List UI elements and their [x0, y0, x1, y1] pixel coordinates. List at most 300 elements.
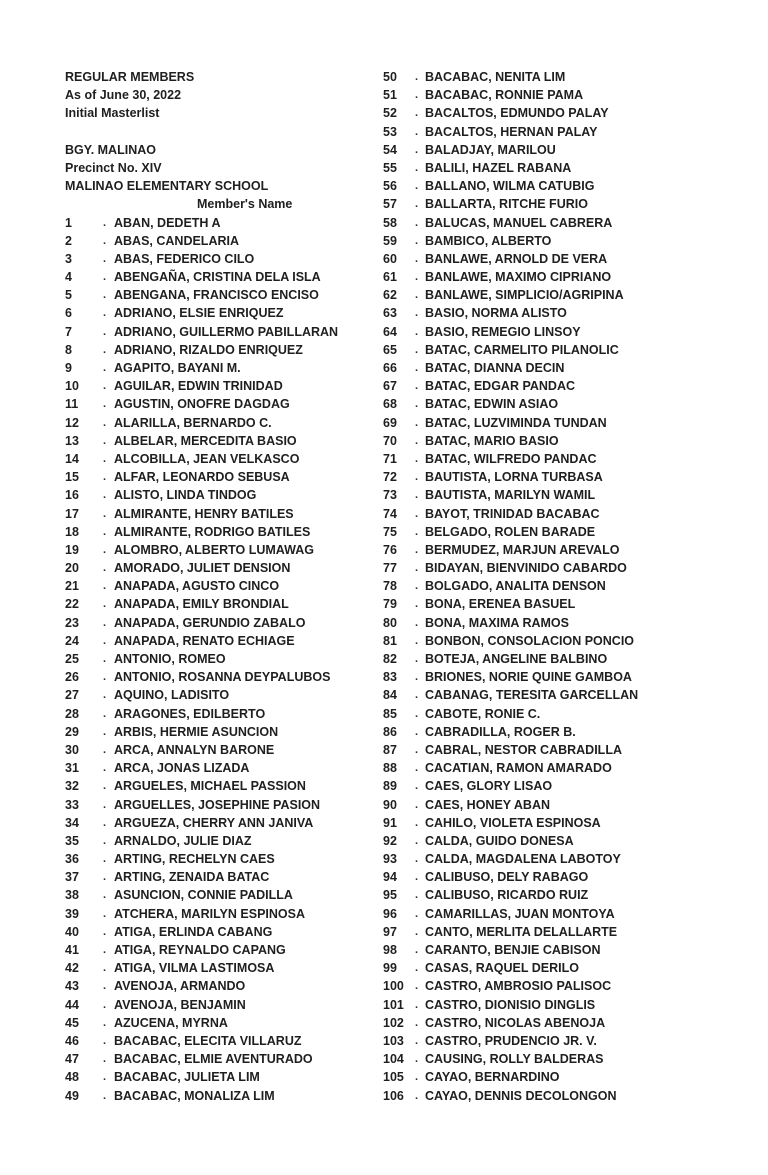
number-separator: . [103, 525, 107, 538]
number-separator: . [103, 489, 107, 502]
member-name: ADRIANO, RIZALDO ENRIQUEZ [114, 342, 303, 357]
number-separator: . [415, 653, 419, 665]
member-row [65, 450, 377, 468]
member-row [383, 777, 718, 795]
member-number: 5 [65, 288, 72, 303]
member-number: 4 [65, 270, 72, 285]
member-row [65, 395, 377, 413]
member-number: 8 [65, 342, 72, 357]
member-name: ANAPADA, RENATO ECHIAGE [114, 633, 295, 648]
member-number: 34 [65, 815, 79, 830]
member-number: 6 [65, 306, 72, 321]
member-row [65, 541, 377, 559]
member-number: 90 [383, 797, 397, 812]
member-name: BONA, MAXIMA RAMOS [425, 615, 569, 630]
member-number: 3 [65, 251, 72, 266]
member-number: 1 [65, 215, 72, 230]
number-separator: . [415, 198, 419, 211]
number-separator: . [415, 834, 419, 847]
member-name: CAUSING, ROLLY BALDERAS [425, 1052, 604, 1067]
number-separator: . [415, 1071, 419, 1084]
member-row [383, 104, 718, 122]
member-name: CACATIAN, RAMON AMARADO [425, 761, 612, 776]
number-separator: . [103, 1053, 107, 1066]
member-row [383, 886, 718, 904]
member-row [383, 304, 718, 322]
member-number: 64 [383, 324, 397, 339]
member-row [383, 341, 718, 359]
member-number: 19 [65, 542, 79, 557]
member-row [383, 214, 718, 232]
number-separator: . [415, 1016, 419, 1029]
number-separator: . [415, 853, 419, 866]
member-name: BALADJAY, MARILOU [425, 142, 556, 157]
member-name: CABRAL, NESTOR CABRADILLA [425, 742, 622, 757]
number-separator: . [415, 307, 419, 320]
member-name: AMORADO, JULIET DENSION [114, 561, 291, 576]
number-separator: . [103, 289, 107, 302]
member-name: BATAC, DIANNA DECIN [425, 361, 565, 375]
number-separator: . [103, 398, 107, 411]
member-name: ALMIRANTE, HENRY BATILES [114, 506, 294, 521]
member-name: ABAN, DEDETH A [114, 215, 221, 230]
member-name: ANTONIO, ROMEO [114, 652, 226, 666]
member-number: 89 [383, 779, 397, 794]
number-separator: . [103, 1016, 107, 1029]
member-name: ABENGAÑA, CRISTINA DELA ISLA [114, 270, 321, 285]
member-name: BALUCAS, MANUEL CABRERA [425, 215, 613, 230]
number-separator: . [415, 616, 419, 629]
member-name: ARCA, ANNALYN BARONE [114, 742, 275, 757]
member-number: 100 [383, 979, 404, 994]
member-name: CASTRO, DIONISIO DINGLIS [425, 997, 596, 1012]
number-separator: . [415, 234, 419, 247]
member-name: ANAPADA, AGUSTO CINCO [114, 579, 280, 594]
number-separator: . [415, 161, 419, 174]
member-row [383, 814, 718, 832]
member-row [383, 432, 718, 450]
number-separator: . [415, 707, 419, 720]
member-number: 44 [65, 997, 79, 1012]
member-name: AGUSTIN, ONOFRE DAGDAG [114, 397, 290, 412]
member-number: 17 [65, 506, 79, 521]
member-number: 96 [383, 906, 397, 921]
number-separator: . [415, 271, 419, 284]
member-number: 92 [383, 833, 397, 848]
member-number: 36 [65, 852, 79, 867]
member-number: 71 [383, 451, 397, 466]
school-label: MALINAO ELEMENTARY SCHOOL [65, 179, 269, 194]
member-name: BALILI, HAZEL RABANA [425, 160, 572, 175]
member-name: ALARILLA, BERNARDO C. [114, 415, 272, 430]
member-number: 13 [65, 433, 79, 448]
member-row [65, 632, 377, 650]
number-separator: . [415, 107, 419, 120]
member-name: CABOTE, RONIE C. [425, 706, 541, 721]
member-row [383, 614, 718, 632]
number-separator: . [103, 889, 107, 902]
member-name: BATAC, MARIO BASIO [425, 433, 559, 448]
member-row [65, 432, 377, 450]
member-name: ANTONIO, ROSANNA DEYPALUBOS [114, 670, 331, 685]
member-number: 49 [65, 1088, 79, 1103]
member-name: BATAC, CARMELITO PILANOLIC [425, 342, 619, 357]
number-separator: . [415, 907, 419, 920]
member-row [65, 341, 377, 359]
number-separator: . [415, 71, 419, 83]
member-row [65, 996, 377, 1014]
member-row [65, 414, 377, 432]
number-separator: . [415, 180, 419, 193]
member-name: CALDA, MAGDALENA LABOTOY [425, 852, 621, 867]
number-separator: . [103, 653, 107, 665]
as-of-date: As of June 30, 2022 [65, 88, 182, 103]
member-name: BONBON, CONSOLACION PONCIO [425, 633, 635, 648]
number-separator: . [415, 798, 419, 811]
member-row [65, 614, 377, 632]
member-number: 39 [65, 906, 79, 921]
member-name: ATIGA, ERLINDA CABANG [114, 924, 273, 939]
member-row [383, 1014, 718, 1032]
member-number: 77 [383, 561, 397, 576]
member-row [65, 595, 377, 613]
member-number: 95 [383, 888, 397, 903]
member-name: BACABAC, NENITA LIM [425, 70, 566, 84]
member-name: ARTING, RECHELYN CAES [114, 852, 275, 867]
member-row [65, 723, 377, 741]
number-separator: . [103, 725, 107, 738]
member-name: BACALTOS, EDMUNDO PALAY [425, 106, 609, 121]
member-number: 14 [65, 451, 79, 466]
member-number: 62 [383, 288, 397, 303]
members-name-header: Member's Name [197, 197, 293, 212]
member-number: 78 [383, 579, 397, 594]
member-row [65, 1014, 377, 1032]
member-name: BACABAC, ELECITA VILLARUZ [114, 1033, 302, 1048]
member-number: 21 [65, 579, 79, 594]
member-name: BALLANO, WILMA CATUBIG [425, 179, 595, 194]
number-separator: . [415, 525, 419, 538]
number-separator: . [103, 671, 107, 684]
member-name: ALBELAR, MERCEDITA BASIO [114, 433, 297, 448]
member-row [65, 268, 377, 286]
member-row [65, 468, 377, 486]
member-name: AGUILAR, EDWIN TRINIDAD [114, 379, 283, 394]
number-separator: . [415, 780, 419, 793]
member-row [383, 577, 718, 595]
member-row [383, 414, 718, 432]
number-separator: . [103, 907, 107, 920]
member-name: BERMUDEZ, MARJUN AREVALO [425, 542, 620, 557]
member-number: 33 [65, 797, 79, 812]
member-name: CALIBUSO, DELY RABAGO [425, 870, 589, 885]
member-name: ARAGONES, EDILBERTO [114, 706, 266, 721]
number-separator: . [415, 598, 419, 611]
member-name: CAMARILLAS, JUAN MONTOYA [425, 906, 615, 921]
member-row [383, 941, 718, 959]
member-name: ARBIS, HERMIE ASUNCION [114, 724, 279, 739]
member-name: ATCHERA, MARILYN ESPINOSA [114, 906, 305, 921]
number-separator: . [415, 871, 419, 884]
member-name: CASTRO, AMBROSIO PALISOC [425, 979, 612, 994]
number-separator: . [415, 125, 419, 138]
member-row [383, 741, 718, 759]
number-separator: . [103, 307, 107, 320]
number-separator: . [415, 816, 419, 829]
member-row [383, 1068, 718, 1086]
member-name: ATIGA, VILMA LASTIMOSA [114, 961, 275, 976]
member-row [65, 559, 377, 577]
member-name: BANLAWE, SIMPLICIO/AGRIPINA [425, 288, 624, 303]
member-number: 22 [65, 597, 79, 612]
member-number: 46 [65, 1033, 79, 1048]
number-separator: . [415, 434, 419, 447]
member-number: 91 [383, 815, 397, 830]
number-separator: . [415, 416, 419, 429]
member-name: BACABAC, RONNIE PAMA [425, 88, 584, 103]
member-row [65, 323, 377, 341]
member-name: CANTO, MERLITA DELALLARTE [425, 924, 618, 939]
number-separator: . [103, 452, 107, 465]
member-number: 28 [65, 706, 79, 721]
member-row [65, 377, 377, 395]
member-row [65, 523, 377, 541]
member-name: CAYAO, BERNARDINO [425, 1070, 560, 1085]
number-separator: . [103, 780, 107, 793]
member-row [65, 214, 377, 232]
member-row [383, 850, 718, 868]
member-row [383, 595, 718, 613]
number-separator: . [415, 507, 419, 520]
number-separator: . [103, 271, 107, 284]
member-name: ARGUELLES, JOSEPHINE PASION [114, 797, 321, 812]
member-number: 65 [383, 342, 397, 357]
number-separator: . [415, 998, 419, 1011]
member-row [383, 541, 718, 559]
number-separator: . [103, 998, 107, 1011]
number-separator: . [103, 580, 107, 593]
member-name: CARANTO, BENJIE CABISON [425, 943, 601, 957]
number-separator: . [415, 580, 419, 593]
member-row [383, 832, 718, 850]
number-separator: . [415, 980, 419, 993]
number-separator: . [415, 362, 419, 374]
member-name: ALCOBILLA, JEAN VELKASCO [114, 451, 300, 466]
member-number: 88 [383, 761, 397, 776]
number-separator: . [103, 944, 107, 956]
member-number: 25 [65, 652, 79, 666]
number-separator: . [103, 689, 107, 702]
member-number: 60 [383, 251, 397, 266]
member-row [65, 741, 377, 759]
member-number: 70 [383, 433, 397, 448]
number-separator: . [415, 889, 419, 902]
member-name: CABANAG, TERESITA GARCELLAN [425, 688, 639, 703]
number-separator: . [103, 434, 107, 447]
member-name: ARCA, JONAS LIZADA [114, 761, 250, 776]
number-separator: . [103, 543, 107, 556]
member-row [65, 1032, 377, 1050]
number-separator: . [103, 816, 107, 829]
member-row [65, 1050, 377, 1068]
member-row [383, 250, 718, 268]
member-number: 87 [383, 742, 397, 757]
member-row [65, 759, 377, 777]
member-row [65, 905, 377, 923]
member-number: 98 [383, 943, 397, 957]
member-name: BOLGADO, ANALITA DENSON [425, 579, 606, 594]
member-row [383, 1050, 718, 1068]
member-name: BACALTOS, HERNAN PALAY [425, 124, 598, 139]
number-separator: . [415, 962, 419, 975]
number-separator: . [415, 489, 419, 502]
number-separator: . [103, 762, 107, 775]
number-separator: . [103, 634, 107, 647]
member-number: 9 [65, 361, 72, 375]
number-separator: . [103, 325, 107, 338]
member-number: 101 [383, 997, 404, 1012]
member-row [65, 959, 377, 977]
member-row [65, 796, 377, 814]
number-separator: . [415, 289, 419, 302]
number-separator: . [103, 1071, 107, 1084]
number-separator: . [103, 707, 107, 720]
member-number: 20 [65, 561, 79, 576]
member-number: 75 [383, 524, 397, 539]
member-name: BAMBICO, ALBERTO [425, 233, 552, 248]
member-row [383, 450, 718, 468]
number-separator: . [103, 252, 107, 265]
member-row [383, 523, 718, 541]
member-row [65, 941, 377, 959]
number-separator: . [103, 834, 107, 847]
number-separator: . [415, 471, 419, 484]
number-separator: . [103, 598, 107, 611]
member-row [383, 668, 718, 686]
member-number: 51 [383, 88, 397, 103]
member-row [65, 686, 377, 704]
member-name: ABAS, FEDERICO CILO [114, 251, 255, 266]
number-separator: . [103, 1089, 107, 1102]
member-name: ABAS, CANDELARIA [114, 233, 239, 248]
member-row [383, 395, 718, 413]
number-separator: . [415, 944, 419, 956]
member-row [65, 923, 377, 941]
member-row [383, 650, 718, 668]
number-separator: . [415, 216, 419, 229]
member-name: ALFAR, LEONARDO SEBUSA [114, 470, 290, 485]
member-number: 53 [383, 124, 397, 139]
member-row [383, 868, 718, 886]
member-name: ARNALDO, JULIE DIAZ [114, 833, 252, 848]
member-number: 18 [65, 524, 79, 539]
member-row [383, 159, 718, 177]
member-name: ARGUEZA, CHERRY ANN JANIVA [114, 815, 314, 830]
member-name: CASTRO, PRUDENCIO JR. V. [425, 1033, 597, 1048]
member-name: ABENGANA, FRANCISCO ENCISO [114, 288, 319, 303]
number-separator: . [415, 89, 419, 102]
number-separator: . [415, 1053, 419, 1066]
number-separator: . [415, 380, 419, 393]
member-name: BACABAC, MONALIZA LIM [114, 1088, 275, 1103]
member-name: BALLARTA, RITCHE FURIO [425, 197, 588, 212]
member-name: ARTING, ZENAIDA BATAC [114, 870, 270, 885]
member-number: 63 [383, 306, 397, 321]
member-name: BELGADO, ROLEN BARADE [425, 524, 596, 539]
member-name: AVENOJA, ARMANDO [114, 979, 246, 994]
member-number: 26 [65, 670, 79, 685]
number-separator: . [415, 725, 419, 738]
member-row [383, 377, 718, 395]
member-row [383, 177, 718, 195]
number-separator: . [103, 380, 107, 393]
member-name: BATAC, EDWIN ASIAO [425, 397, 559, 412]
number-separator: . [103, 507, 107, 520]
number-separator: . [103, 234, 107, 247]
member-number: 50 [383, 70, 397, 84]
number-separator: . [415, 343, 419, 356]
member-name: BATAC, EDGAR PANDAC [425, 379, 575, 394]
member-number: 7 [65, 324, 72, 339]
member-row [65, 668, 377, 686]
member-number: 103 [383, 1033, 404, 1048]
number-separator: . [415, 252, 419, 265]
member-name: AQUINO, LADISITO [114, 688, 230, 703]
member-name: BASIO, NORMA ALISTO [425, 306, 567, 321]
member-number: 32 [65, 779, 79, 794]
member-number: 104 [383, 1052, 404, 1067]
member-number: 102 [383, 1015, 404, 1030]
member-row [383, 268, 718, 286]
member-name: ARGUELES, MICHAEL PASSION [114, 779, 306, 794]
member-list-left [65, 214, 377, 1105]
member-row [383, 232, 718, 250]
member-name: CASAS, RAQUEL DERILO [425, 961, 579, 976]
member-row [383, 505, 718, 523]
member-number: 80 [383, 615, 397, 630]
masterlist-label: Initial Masterlist [65, 106, 160, 121]
member-number: 99 [383, 961, 397, 976]
member-number: 68 [383, 397, 397, 412]
left-column [65, 68, 377, 1105]
member-number: 94 [383, 870, 397, 885]
member-row [65, 505, 377, 523]
number-separator: . [415, 398, 419, 411]
member-number: 43 [65, 979, 79, 994]
member-name: BRIONES, NORIE QUINE GAMBOA [425, 670, 632, 685]
number-separator: . [415, 762, 419, 775]
member-name: ATIGA, REYNALDO CAPANG [114, 943, 286, 957]
number-separator: . [415, 143, 419, 156]
member-number: 54 [383, 142, 397, 157]
number-separator: . [415, 1034, 419, 1047]
member-row [383, 195, 718, 213]
number-separator: . [103, 743, 107, 756]
spacer-line [65, 123, 377, 141]
member-name: BANLAWE, MAXIMO CIPRIANO [425, 270, 612, 285]
member-name: BASIO, REMEGIO LINSOY [425, 324, 581, 339]
member-name: AZUCENA, MYRNA [114, 1015, 228, 1030]
number-separator: . [415, 543, 419, 556]
number-separator: . [415, 325, 419, 338]
member-row [383, 286, 718, 304]
member-name: AVENOJA, BENJAMIN [114, 997, 246, 1012]
member-row [383, 359, 718, 377]
member-number: 56 [383, 179, 397, 194]
member-name: BAUTISTA, LORNA TURBASA [425, 470, 603, 485]
number-separator: . [415, 452, 419, 465]
member-name: ALOMBRO, ALBERTO LUMAWAG [114, 542, 314, 557]
